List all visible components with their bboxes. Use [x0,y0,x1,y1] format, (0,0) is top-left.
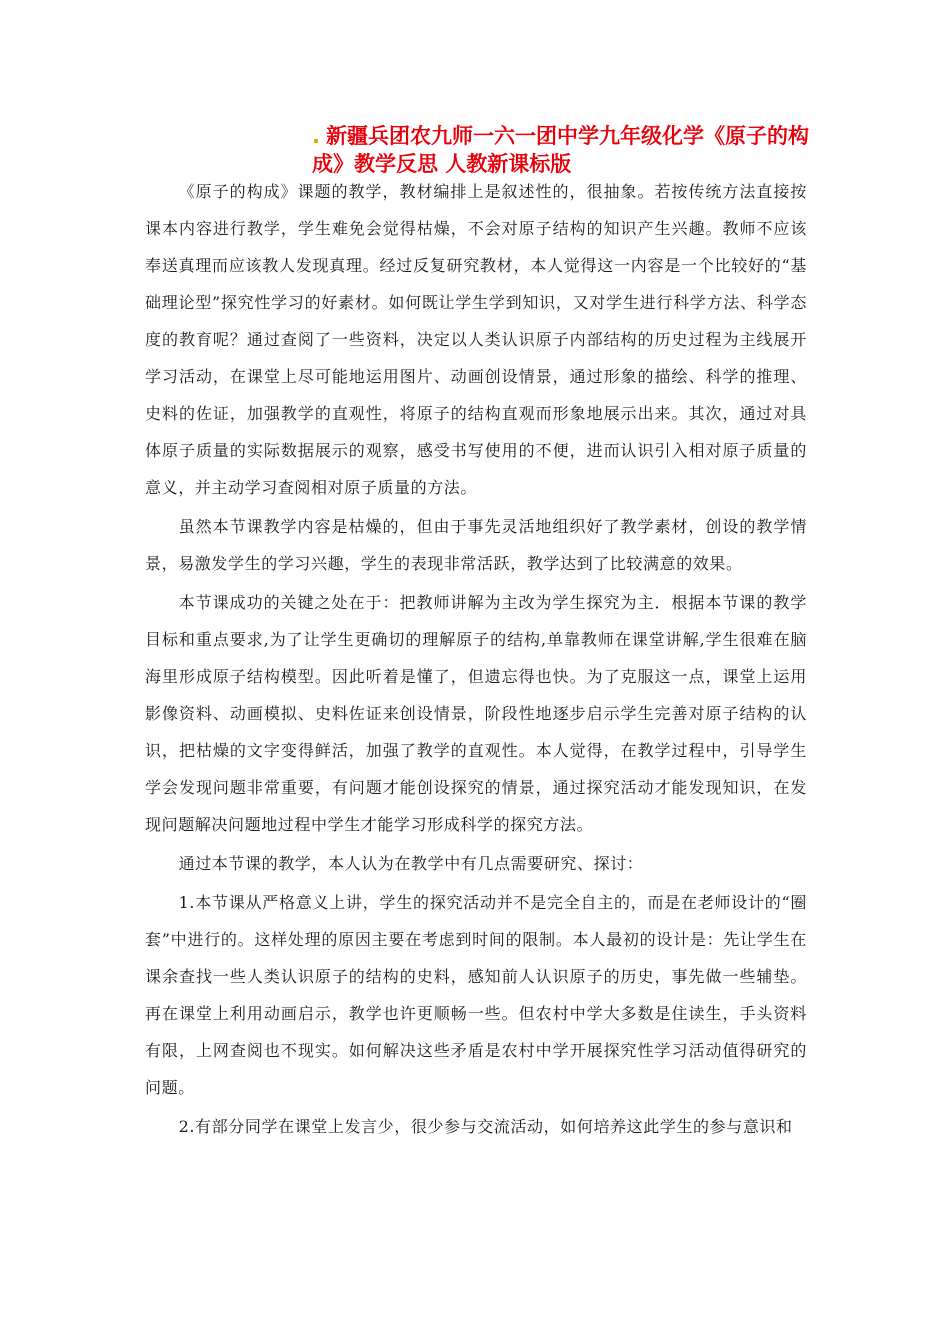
paragraph-effect: 虽然本节课教学内容是枯燥的，但由于事先灵活地组织好了教学素材，创设的教学情景，易激发学生的学习兴趣，学生的表现非常活跃，教学达到了比较满意的效果。 [145,517,807,573]
paragraph-point-2: 2.有部分同学在课堂上发言少，很少参与交流活动，如何培养这此学生的参与意识和 [178,1117,793,1136]
paragraph-point-1: 1.本节课从严格意义上讲，学生的探究活动并不是完全自主的，而是在老师设计的“圈套”中进行的。这样处理的原因主要在考虑到时间的限制。本人最初的设计是：先让学生在课余查找一些人类认识原子的结构的史料，感知前人认识原子的历史，事先做一些辅垫。再在课堂上利用动画启示，教学也许更顺畅一些。但农村中学大多数是住读生，手头资料有限，上网查阅也不现实。如何解决这些矛盾是农村中学开展探究性学习活动值得研究的问题。 [145,893,807,1097]
document-body [145,173,807,1145]
paragraph-key-success: 本节课成功的关键之处在于：把教师讲解为主改为学生探究为主．根据本节课的教学目标和重点要求,为了让学生更确切的理解原子的结构,单靠教师在课堂讲解,学生很难在脑海里形成原子结构模型。因此听着是懂了，但遗忘得也快。为了克服这一点，课堂上运用影像资料、动画模拟、史料佐证来创设情景，阶段性地逐步启示学生完善对原子结构的认识，把枯燥的文字变得鲜活，加强了教学的直观性。本人觉得，在教学过程中，引导学生学会发现问题非常重要，有问题才能创设探究的情景，通过探究活动才能发现知识，在发现问题解决问题地过程中学生才能学习形成科学的探究方法。 [145,593,807,834]
document-title [312,122,832,178]
paragraph-intro: 《原子的构成》课题的教学，教材编排上是叙述性的，很抽象。若按传统方法直接按课本内容进行教学，学生难免会觉得枯燥，不会对原子结构的知识产生兴趣。教师不应该奉送真理而应该教人发现真理。经过反复研究教材，本人觉得这一内容是一个比较好的“基础理论型”探究性学习的好素材。如何既让学生学到知识，又对学生进行科学方法、科学态度的教育呢？通过查阅了一些资料，决定以人类认识原子内部结构的历史过程为主线展开学习活动，在课堂上尽可能地运用图片、动画创设情景，通过形象的描绘、科学的推理、史料的佐证，加强教学的直观性，将原子的结构直观而形象地展示出来。其次，通过对具体原子质量的实际数据展示的观察，感受书写使用的不便，进而认识引入相对原子质量的意义，并主动学习查阅相对原子质量的方法。 [145,182,807,497]
title-text: 新疆兵团农九师一六一团中学九年级化学《原子的构成》教学反思 人教新课标版 [312,124,809,176]
title-marker: . [312,124,320,148]
paragraph-discussion-intro: 通过本节课的教学，本人认为在教学中有几点需要研究、探讨： [178,854,644,873]
